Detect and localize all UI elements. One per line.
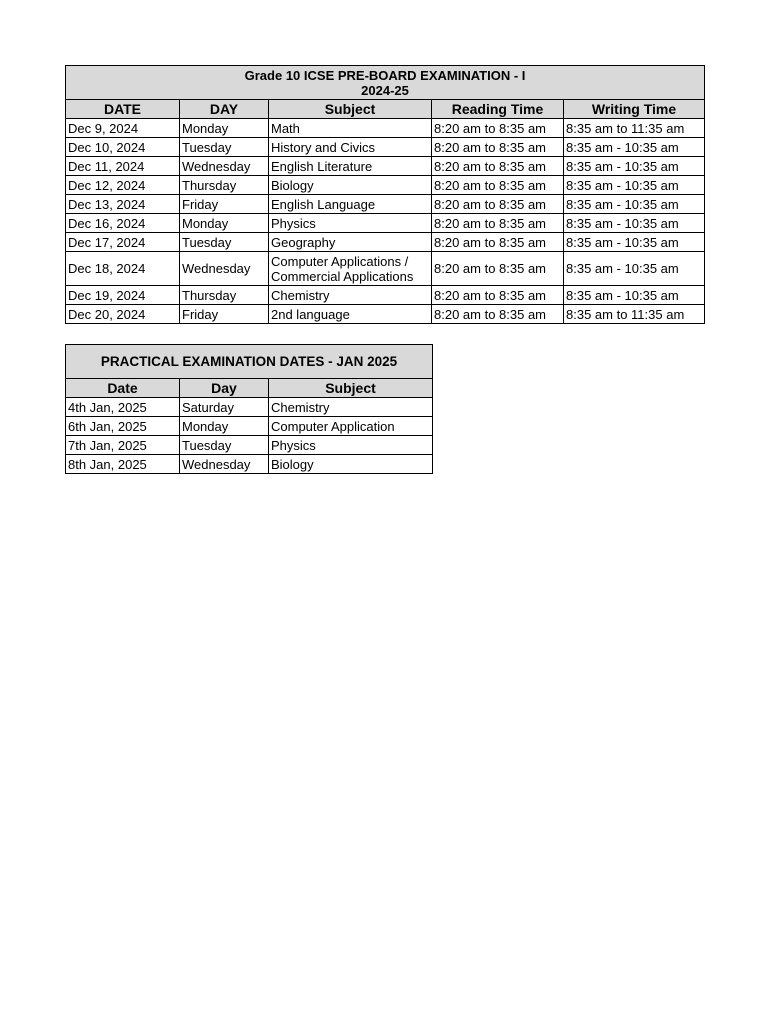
exam-header-row bbox=[66, 100, 705, 119]
subject-cell: Geography bbox=[269, 233, 432, 252]
subject-line2: Commercial Applications bbox=[271, 268, 414, 284]
date-cell: 8th Jan, 2025 bbox=[66, 455, 180, 474]
reading-time-cell: 8:20 am to 8:35 am bbox=[432, 195, 564, 214]
table-row bbox=[66, 195, 705, 214]
day-cell: Tuesday bbox=[180, 436, 269, 455]
writing-time-cell: 8:35 am - 10:35 am bbox=[564, 214, 705, 233]
day-cell: Thursday bbox=[180, 176, 269, 195]
writing-time-cell: 8:35 am - 10:35 am bbox=[564, 176, 705, 195]
subject-cell: Physics bbox=[269, 436, 433, 455]
practical-title-row bbox=[66, 345, 433, 379]
table-row bbox=[66, 417, 433, 436]
subject-cell: Chemistry bbox=[269, 286, 432, 305]
day-cell: Tuesday bbox=[180, 138, 269, 157]
table-row bbox=[66, 138, 705, 157]
header-subject: Subject bbox=[269, 379, 433, 398]
exam-title bbox=[66, 66, 705, 100]
day-cell: Monday bbox=[180, 119, 269, 138]
table-row bbox=[66, 157, 705, 176]
day-cell: Friday bbox=[180, 305, 269, 324]
date-cell: Dec 17, 2024 bbox=[66, 233, 180, 252]
day-cell: Monday bbox=[180, 417, 269, 436]
header-day: DAY bbox=[180, 100, 269, 119]
reading-time-cell: 8:20 am to 8:35 am bbox=[432, 252, 564, 286]
day-cell: Thursday bbox=[180, 286, 269, 305]
day-cell: Saturday bbox=[180, 398, 269, 417]
reading-time-cell: 8:20 am to 8:35 am bbox=[432, 119, 564, 138]
date-cell: Dec 20, 2024 bbox=[66, 305, 180, 324]
date-cell: 7th Jan, 2025 bbox=[66, 436, 180, 455]
day-cell: Wednesday bbox=[180, 252, 269, 286]
date-cell: Dec 11, 2024 bbox=[66, 157, 180, 176]
writing-time-cell: 8:35 am to 11:35 am bbox=[564, 305, 705, 324]
writing-time-cell: 8:35 am - 10:35 am bbox=[564, 157, 705, 176]
date-cell: Dec 18, 2024 bbox=[66, 252, 180, 286]
subject-cell: 2nd language bbox=[269, 305, 432, 324]
reading-time-cell: 8:20 am to 8:35 am bbox=[432, 176, 564, 195]
reading-time-cell: 8:20 am to 8:35 am bbox=[432, 233, 564, 252]
header-reading-time: Reading Time bbox=[432, 100, 564, 119]
date-cell: Dec 13, 2024 bbox=[66, 195, 180, 214]
day-cell: Tuesday bbox=[180, 233, 269, 252]
header-day: Day bbox=[180, 379, 269, 398]
date-cell: 4th Jan, 2025 bbox=[66, 398, 180, 417]
reading-time-cell: 8:20 am to 8:35 am bbox=[432, 286, 564, 305]
day-cell: Monday bbox=[180, 214, 269, 233]
date-cell: Dec 19, 2024 bbox=[66, 286, 180, 305]
exam-title-line1: Grade 10 ICSE PRE-BOARD EXAMINATION - I bbox=[244, 68, 526, 83]
subject-cell: Chemistry bbox=[269, 398, 433, 417]
header-subject: Subject bbox=[269, 100, 432, 119]
reading-time-cell: 8:20 am to 8:35 am bbox=[432, 138, 564, 157]
subject-cell: History and Civics bbox=[269, 138, 432, 157]
subject-cell: English Language bbox=[269, 195, 432, 214]
date-cell: Dec 10, 2024 bbox=[66, 138, 180, 157]
table-row bbox=[66, 436, 433, 455]
reading-time-cell: 8:20 am to 8:35 am bbox=[432, 305, 564, 324]
date-cell: Dec 9, 2024 bbox=[66, 119, 180, 138]
table-row bbox=[66, 119, 705, 138]
subject-cell: Biology bbox=[269, 455, 433, 474]
subject-cell: English Literature bbox=[269, 157, 432, 176]
table-row bbox=[66, 398, 433, 417]
table-row bbox=[66, 214, 705, 233]
exam-title-row bbox=[66, 66, 705, 100]
reading-time-cell: 8:20 am to 8:35 am bbox=[432, 157, 564, 176]
writing-time-cell: 8:35 am - 10:35 am bbox=[564, 233, 705, 252]
day-cell: Wednesday bbox=[180, 455, 269, 474]
subject-cell: Computer Application bbox=[269, 417, 433, 436]
day-cell: Wednesday bbox=[180, 157, 269, 176]
table-row bbox=[66, 252, 705, 286]
practical-schedule-table bbox=[65, 344, 433, 474]
date-cell: 6th Jan, 2025 bbox=[66, 417, 180, 436]
table-row bbox=[66, 455, 433, 474]
writing-time-cell: 8:35 am - 10:35 am bbox=[564, 286, 705, 305]
subject-cell bbox=[269, 252, 432, 286]
subject-cell: Math bbox=[269, 119, 432, 138]
subject-line1: Computer Applications / bbox=[271, 253, 409, 269]
exam-title-line2: 2024-25 bbox=[361, 83, 409, 98]
table-row bbox=[66, 286, 705, 305]
exam-schedule-table bbox=[65, 65, 705, 324]
header-date: Date bbox=[66, 379, 180, 398]
practical-title: PRACTICAL EXAMINATION DATES - JAN 2025 bbox=[66, 345, 433, 379]
date-cell: Dec 16, 2024 bbox=[66, 214, 180, 233]
header-writing-time: Writing Time bbox=[564, 100, 705, 119]
reading-time-cell: 8:20 am to 8:35 am bbox=[432, 214, 564, 233]
writing-time-cell: 8:35 am - 10:35 am bbox=[564, 252, 705, 286]
subject-cell: Physics bbox=[269, 214, 432, 233]
writing-time-cell: 8:35 am - 10:35 am bbox=[564, 138, 705, 157]
table-row bbox=[66, 305, 705, 324]
practical-header-row bbox=[66, 379, 433, 398]
header-date: DATE bbox=[66, 100, 180, 119]
writing-time-cell: 8:35 am - 10:35 am bbox=[564, 195, 705, 214]
day-cell: Friday bbox=[180, 195, 269, 214]
subject-cell: Biology bbox=[269, 176, 432, 195]
table-row bbox=[66, 233, 705, 252]
date-cell: Dec 12, 2024 bbox=[66, 176, 180, 195]
writing-time-cell: 8:35 am to 11:35 am bbox=[564, 119, 705, 138]
table-row bbox=[66, 176, 705, 195]
